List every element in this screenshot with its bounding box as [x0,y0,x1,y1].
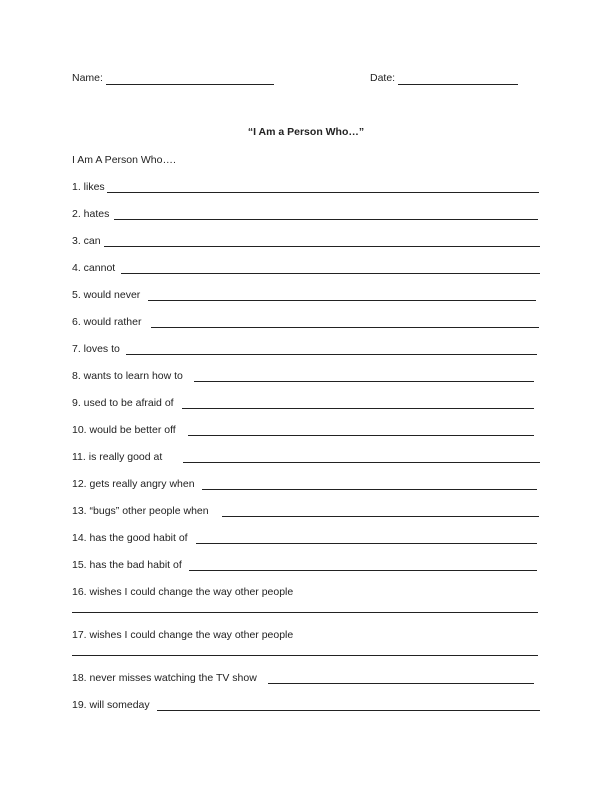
prompt-answer-line[interactable] [114,219,538,220]
prompt-answer-line[interactable] [194,381,534,382]
prompt-answer-line[interactable] [107,192,539,193]
date-label: Date: [370,72,396,84]
prompt-answer-line[interactable] [188,435,534,436]
prompt-label: 17. wishes I could change the way other people [72,629,294,641]
date-blank-line[interactable] [398,84,518,85]
prompt-label: 4. cannot [72,262,116,274]
prompt-label: 1. likes [72,181,105,193]
prompt-answer-line[interactable] [222,516,539,517]
prompt-label: 6. would rather [72,316,142,328]
worksheet-title: “I Am a Person Who…” [247,126,365,138]
prompt-label: 16. wishes I could change the way other people [72,586,294,598]
prompt-label: 14. has the good habit of [72,532,188,544]
name-label: Name: [72,72,103,84]
prompt-label: 5. would never [72,289,141,301]
prompt-label: 18. never misses watching the TV show [72,672,257,684]
prompt-answer-line[interactable] [151,327,539,328]
prompt-label: 11. is really good at [72,451,163,463]
intro-text: I Am A Person Who…. [72,154,176,166]
prompt-answer-line[interactable] [189,570,537,571]
prompt-label: 3. can [72,235,101,247]
prompt-label: 19. will someday [72,699,150,711]
prompt-answer-line[interactable] [268,683,534,684]
prompt-answer-line[interactable] [182,408,534,409]
prompt-answer-line[interactable] [72,655,538,656]
prompt-answer-line[interactable] [104,246,540,247]
prompt-answer-line[interactable] [126,354,537,355]
prompt-answer-line[interactable] [148,300,536,301]
prompt-label: 12. gets really angry when [72,478,195,490]
prompt-label: 10. would be better off [72,424,176,436]
prompt-answer-line[interactable] [196,543,537,544]
prompt-answer-line[interactable] [72,612,538,613]
prompt-label: 13. “bugs” other people when [72,505,209,517]
prompt-label: 8. wants to learn how to [72,370,183,382]
prompt-answer-line[interactable] [157,710,540,711]
prompt-label: 15. has the bad habit of [72,559,182,571]
prompt-answer-line[interactable] [202,489,537,490]
name-blank-line[interactable] [106,84,274,85]
prompt-answer-line[interactable] [121,273,540,274]
prompt-label: 2. hates [72,208,110,220]
prompt-label: 9. used to be afraid of [72,397,174,409]
prompt-answer-line[interactable] [183,462,540,463]
prompt-label: 7. loves to [72,343,120,355]
